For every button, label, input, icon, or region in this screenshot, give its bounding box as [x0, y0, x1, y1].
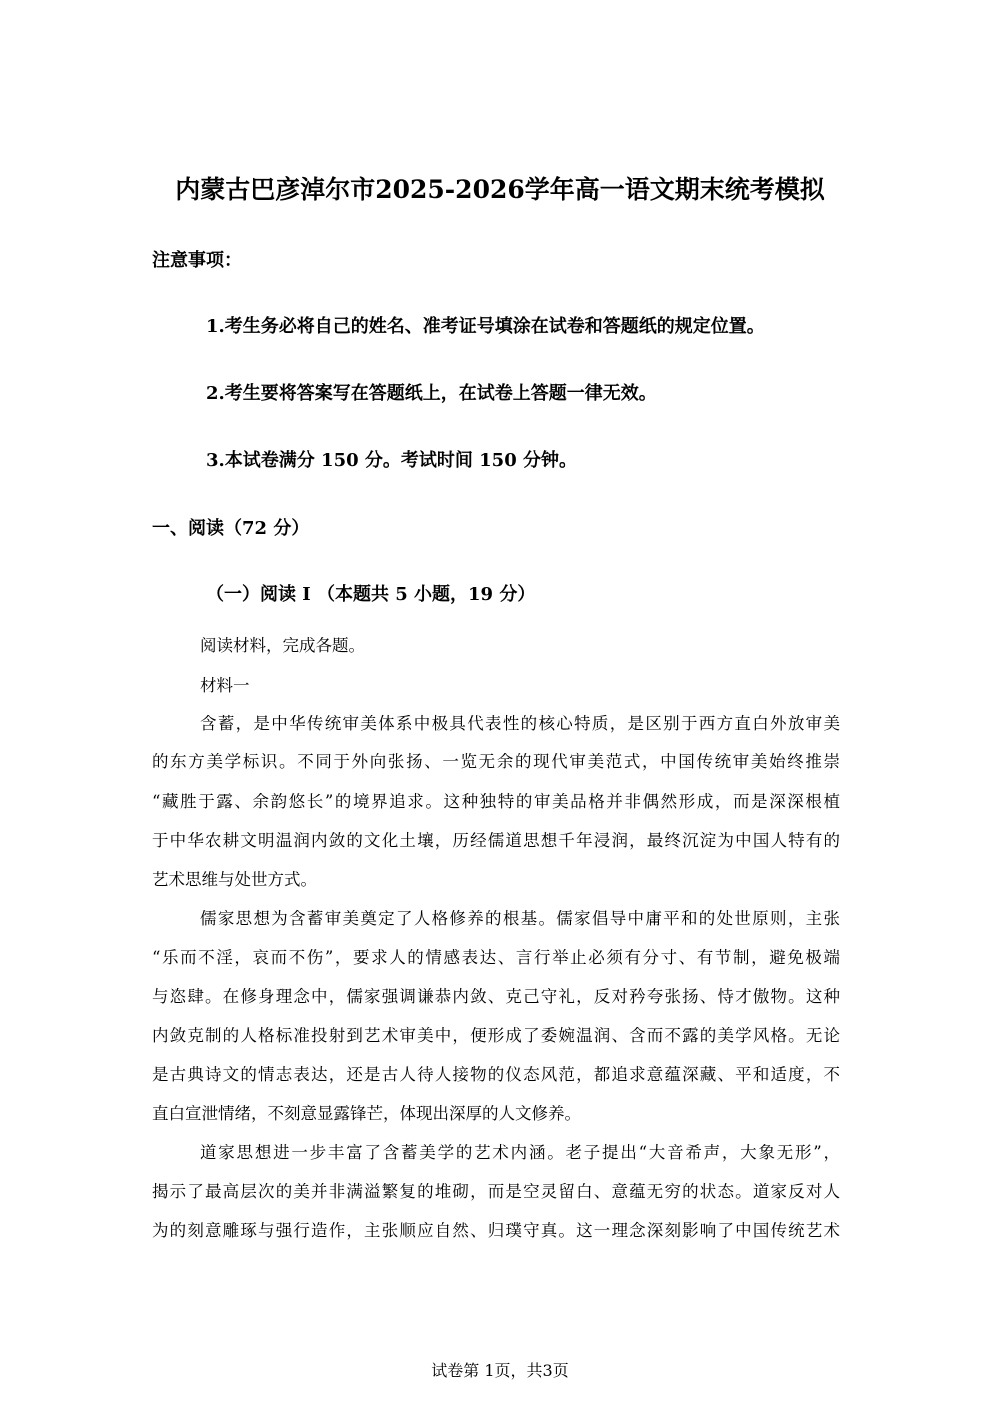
body-line: 是古典诗文的情志表达，还是古人待人接物的仪态风范，都追求意蕴深藏、平和适度，不: [152, 1065, 840, 1084]
body-line: 揭示了最高层次的美并非满溢繁复的堆砌，而是空灵留白、意蕴无穷的状态。道家反对人: [152, 1182, 840, 1201]
body-line: 含蓄，是中华传统审美体系中极具代表性的核心特质，是区别于西方直白外放审美: [200, 714, 840, 733]
body-line: 与恣肆。在修身理念中，儒家强调谦恭内敛、克己守礼，反对矜夸张扬、恃才傲物。这种: [152, 987, 840, 1006]
page-footer: 试卷第 1页，共3页: [431, 1361, 569, 1380]
body-line: “藏胜于露、余韵悠长”的境界追求。这种独特的审美品格并非偶然形成，而是深深根植: [152, 792, 840, 811]
notice-item-3: 3.本试卷满分 150 分。考试时间 150 分钟。: [206, 450, 578, 471]
body-line: 道家思想进一步丰富了含蓄美学的艺术内涵。老子提出“大音希声，大象无形”，: [200, 1143, 840, 1162]
body-line: 阅读材料，完成各题。: [200, 636, 365, 655]
body-line: “乐而不淫，哀而不伤”，要求人的情感表达、言行举止必须有分寸、有节制，避免极端: [152, 948, 840, 967]
body-line: 的东方美学标识。不同于外向张扬、一览无余的现代审美范式，中国传统审美始终推崇: [152, 752, 840, 771]
section-heading: 一、阅读（72 分）: [152, 518, 310, 539]
body-line: 内敛克制的人格标准投射到艺术审美中，便形成了委婉温润、含而不露的美学风格。无论: [152, 1026, 840, 1045]
body-line: 儒家思想为含蓄审美奠定了人格修养的根基。儒家倡导中庸平和的处世原则，主张: [200, 909, 840, 928]
notice-heading: 注意事项：: [152, 250, 242, 271]
body-line: 为的刻意雕琢与强行造作，主张顺应自然、归璞守真。这一理念深刻影响了中国传统艺术: [152, 1221, 840, 1240]
subsection-heading: （一）阅读 I （本题共 5 小题，19 分）: [206, 584, 536, 605]
page-title: 内蒙古巴彦淖尔市2025-2026学年高一语文期末统考模拟: [175, 175, 825, 204]
body-line: 于中华农耕文明温润内敛的文化土壤，历经儒道思想千年浸润，最终沉淀为中国人特有的: [152, 831, 840, 850]
body-line: 材料一: [200, 676, 250, 695]
body-line: 直白宣泄情绪，不刻意显露锋芒，体现出深厚的人文修养。: [152, 1104, 581, 1123]
notice-item-1: 1.考生务必将自己的姓名、准考证号填涂在试卷和答题纸的规定位置。: [206, 316, 765, 337]
body-line: 艺术思维与处世方式。: [152, 870, 317, 889]
notice-item-2: 2.考生要将答案写在答题纸上，在试卷上答题一律无效。: [206, 383, 657, 404]
